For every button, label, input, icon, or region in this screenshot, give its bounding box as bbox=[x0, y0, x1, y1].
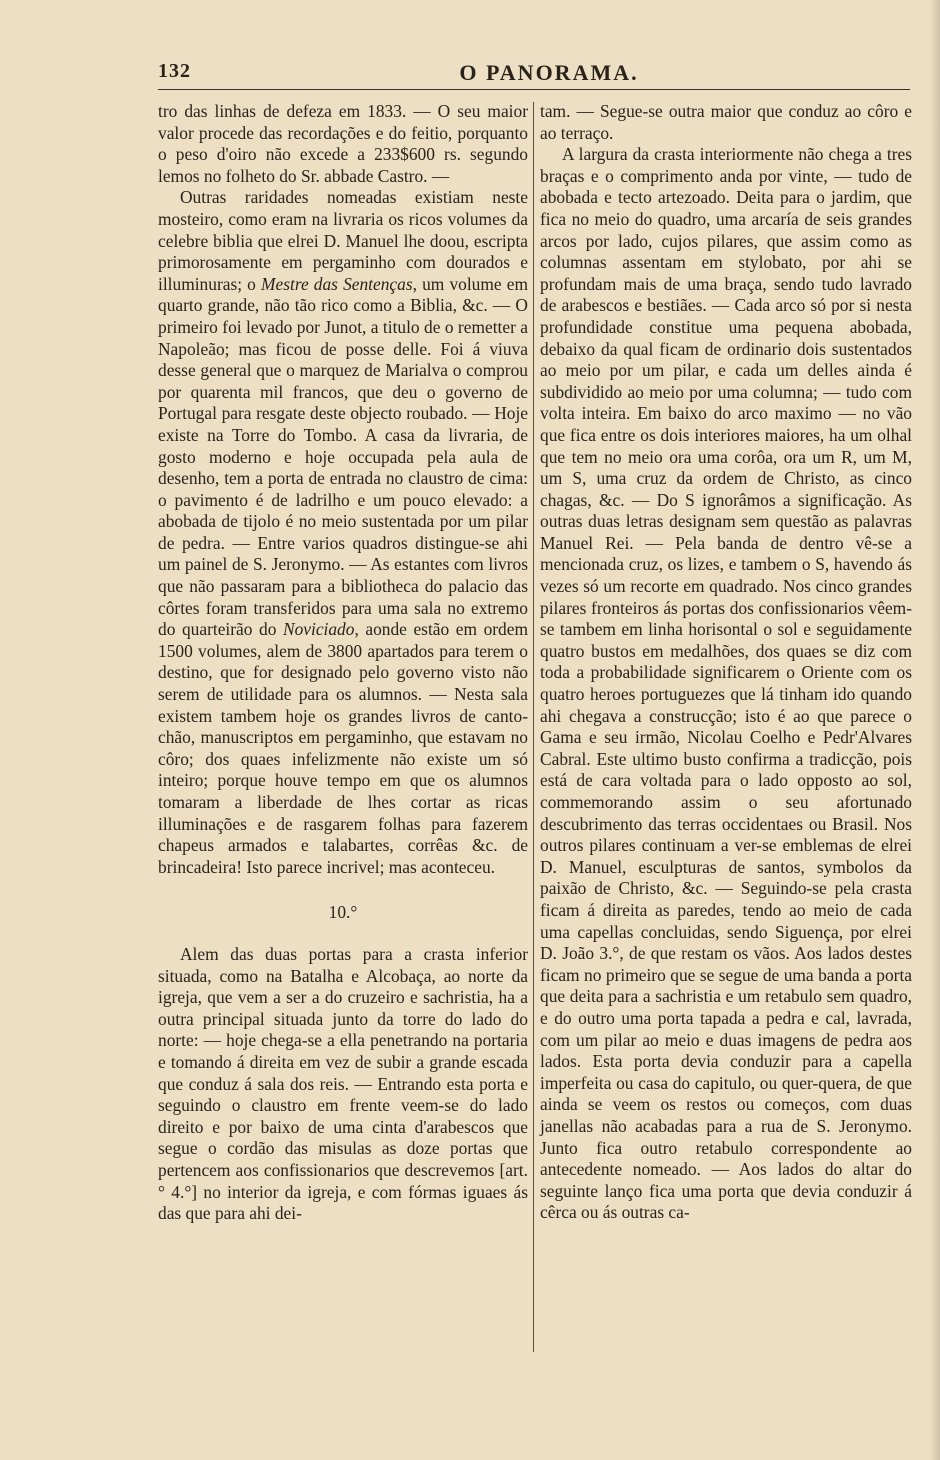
header-rule bbox=[158, 89, 910, 90]
paragraph: tro das linhas de defeza em 1833. — O seu maior valor procede das recordações e do feitio, porquanto o peso d'oiro não excede a 233$600 rs. segundo lemos no folheto do Sr. abbade Castro. — bbox=[158, 101, 528, 186]
page-edge-shadow bbox=[930, 0, 940, 1460]
paragraph-text: Outras raridades nomeadas existiam neste mosteiro, como eram na livraria os ricos volumes da celebre biblia que elrei D. Manuel lhe doou, escripta primorosamente em pergaminho com dourados e illuminuras; o bbox=[158, 187, 528, 294]
right-column bbox=[540, 101, 912, 1224]
paragraph: A largura da crasta interiormente não chega a tres braças e o comprimento anda por vinte, — tudo de abobada e tecto artezoado. Deita para o jardim, que fica no meio do quadro, uma arcaría de seis grandes arcos por lado, cujos pilares, que assim como as columnas assentam em stylobato, por ahi se profundam mais de uma braça, sendo tudo lavrado de arabescos e bestiães. — Cada arco só por si nesta profundidade constitue uma pequena abobada, debaixo da qual ficam de ordinario dois sustentados ao meio por um pilar, e cada um delles ainda é subdividido ao meio por uma columna; — tudo com volta inteira. Em baixo do arco maximo — no vão que fica entre os dois interiores maiores, ha um olhal que tem no meio ora uma corôa, ora um R, um M, um S, uma cruz da ordem de Christo, as cinco chagas, &c. — Do S ignorâmos a significação. As outras duas letras designam sem questão as palavras Manuel Rei. — Pela banda de dentro vê-se a mencionada cruz, os lizes, e tambem o S, havendo ás vezes só um recorte em quadrado. Nos cinco grandes pilares fronteiros ás portas dos confissionarios vêem-se tambem em linha horisontal o sol e seguidamente quatro bustos em medalhões, dos quaes se diz com toda a probabilidade significarem o Oriente com os quatro heroes portuguezes que lá tinham ido quando ahi chegava a construcção; isto é ao que parece o Gama e seu irmão, Nicolau Coelho e Pedr'Alvares Cabral. Este ultimo busto confirma a tradicção, pois está de cara voltada para o lado opposto ao sol, commemorando assim o seu afortunado descubrimento das terras occidentaes ou Brasil. Nos outros pilares continuam a ver-se emblemas de elrei D. Manuel, esculpturas de santos, symbolos da paixão de Christo, &c. — Seguindo-se pela crasta ficam á direita as paredes, tendo ao meio de cada uma capellas concluidas, sendo Siguença, por elrei D. João 3.°, de que restam os vãos. Aos lados destes ficam no primeiro que se segue de uma banda a porta que deita para a sachristia e um retabulo sem quadro, e do outro uma porta tapada a pedra e cal, lavrada, com um pilar ao meio e duas imagens de pedra aos lados. Esta porta devia conduzir para a capella imperfeita ou casa do capitulo, ou quer-quera, de que ainda se veem os restos ou começos, com duas janellas não acabadas para a rua de S. Jeronymo. Junto fica outro retabulo correspondente ao antecedente nomeado. — Aos lados do altar do seguinte lanço fica uma porta que devia conduzir á cêrca ou ás outras ca- bbox=[540, 144, 912, 1223]
paragraph: tam. — Segue-se outra maior que conduz ao côro e ao terraço. bbox=[540, 101, 912, 143]
column-divider bbox=[533, 102, 534, 1352]
left-column bbox=[158, 101, 528, 1225]
running-title: O PANORAMA. bbox=[459, 60, 639, 85]
page-number: 132 bbox=[158, 60, 191, 82]
page-header bbox=[158, 60, 910, 88]
italic-title: Mestre das Sentenças bbox=[261, 273, 413, 294]
paragraph: Alem das duas portas para a crasta inferior situada, como na Batalha e Alcobaça, ao norte da igreja, que vem a ser a do cruzeiro e sachristia, ha a outra principal situada junto da torre do lado do norte: — hoje chega-se a ella penetrando na portaria e tomando á direita em vez de subir a grande escada que conduz á sala dos reis. — Entrando esta porta e seguindo o claustro em frente veem-se do lado direito e por baixo de uma cinta d'arabescos que segue o cordão das misulas as doze portas que pertencem aos confissionarios que descrevemos [art.° 4.°] no interior da igreja, e com fórmas iguaes ás das que para ahi dei- bbox=[158, 943, 528, 1224]
paragraph-text: , um volume em quarto grande, não tão rico como a Biblia, &c. — O primeiro foi levado por Junot, a titulo de o remetter a Napoleão; mas ficou de posse delle. Foi á viuva desse general que o marquez de Marialva o comprou por quarenta mil francos, que deu o governo de Portugal para resgate deste objecto roubado. — Hoje existe na Torre do Tombo. A casa da livraria, de gosto moderno e hoje occupada pela aula de desenho, tem a porta de entrada no claustro de cima: o pavimento é de ladrilho e um pouco elevado: a abobada de tijolo é no meio sustentada por um pilar de pedra. — Entre varios quadros distingue-se ahi um painel de S. Jeronymo. — As estantes com livros que não passaram para a bibliotheca do palacio das côrtes foram transferidos para uma sala no extremo do quarteirão do bbox=[158, 273, 528, 640]
section-heading: 10.° bbox=[328, 902, 358, 923]
paragraph bbox=[158, 187, 528, 878]
italic-title: Noviciado bbox=[282, 619, 355, 640]
paragraph-text: , aonde estão em ordem 1500 volumes, alem de 3800 apartados para terem o destino, que for designado pelo governo visto não serem de utilidade para os alumnos. — Nesta sala existem tambem hoje os grandes livros de canto-chão, manuscriptos em pergaminho, que estavam no côro; dos quaes infelizmente não existe um só inteiro; porque houve tempo em que os alumnos tomaram a liberdade de lhes cortar as ricas illuminações e de rasgarem folhas para fazerem chapeus armados e talabartes, corrêas &c. de brincadeira! Isto parece incrivel; mas aconteceu. bbox=[158, 619, 528, 877]
